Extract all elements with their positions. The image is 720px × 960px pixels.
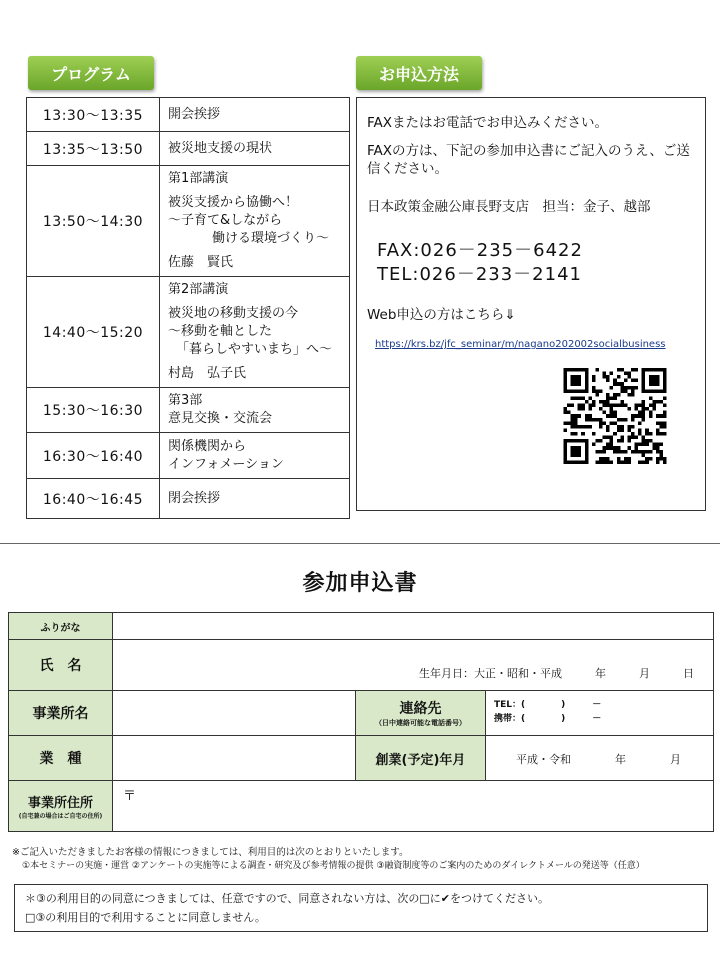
consent-instruction: ＊③の利用目的の同意につきましては、任意ですので、同意されない方は、次の□に✔をつけてください。 — [25, 892, 550, 905]
mobile-input[interactable]: 携帯：( ) － — [494, 714, 602, 724]
program-line: 〜子育て&しながら — [168, 213, 283, 228]
name-field[interactable] — [112, 639, 714, 691]
program-line: 第1部講演 — [168, 171, 229, 186]
program-line: 被災地の移動支援の今 — [168, 306, 299, 321]
program-time: 13:30〜13:35 — [27, 98, 160, 132]
fax-number: FAX:026－235－6422 — [377, 240, 583, 261]
web-apply-label: Web申込の方はこちら⇓ — [367, 307, 516, 323]
apply-method-tab: お申込方法 — [356, 56, 482, 90]
program-line: 被災支援から協働へ！ — [168, 195, 299, 210]
program-line: 閉会挨拶 — [168, 490, 221, 506]
program-description — [160, 433, 350, 479]
program-description — [160, 479, 350, 519]
program-line: 「暮らしやすいまち」へ〜 — [176, 342, 333, 357]
form-title: 参加申込書 — [302, 571, 418, 596]
apply-instruction: FAXまたはお電話でお申込みください。 — [367, 115, 609, 131]
program-description — [160, 277, 350, 388]
program-time: 16:40〜16:45 — [27, 479, 160, 519]
name-label: 氏 名 — [8, 639, 113, 691]
program-row — [27, 132, 350, 166]
program-description — [160, 98, 350, 132]
program-time: 16:30〜16:40 — [27, 433, 160, 479]
program-row — [27, 166, 350, 277]
tel-input[interactable]: TEL：( ) － — [494, 700, 602, 710]
furigana-field[interactable] — [112, 612, 714, 640]
apply-method-box — [356, 97, 706, 511]
program-line: 第3部 — [168, 393, 203, 408]
privacy-purposes: ①本セミナーの実施・運営 ②アンケートの実施等による調査・研究及び参考情報の提供 ③融資制度等のご案内のためのダイレクトメールの発送等（任意） — [22, 861, 645, 871]
address-field[interactable] — [112, 780, 714, 832]
program-line: インフォメーション — [168, 456, 284, 472]
program-time: 13:35〜13:50 — [27, 132, 160, 166]
founded-value: 平成・令和 年 月 — [516, 753, 681, 766]
consent-checkbox[interactable]: □③の利用目的で利用することに同意しません。 — [25, 911, 266, 924]
privacy-note: ※ご記入いただきましたお客様の情報につきましては、利用目的は次のとおりといたします。 — [12, 847, 409, 858]
tel-number: TEL:026－233－2141 — [377, 264, 582, 285]
program-tab: プログラム — [28, 56, 154, 90]
program-line: 〜移動を軸とした — [168, 324, 273, 339]
office-name-field[interactable] — [112, 690, 356, 736]
fax-instruction: FAXの方は、下記の参加申込書にご記入のうえ、ご送信ください。 — [367, 143, 690, 177]
contact-field[interactable] — [485, 690, 714, 736]
program-line: 第2部講演 — [168, 282, 229, 297]
furigana-label: ふりがな — [8, 612, 113, 640]
program-row — [27, 479, 350, 519]
program-line: 佐藤 賢氏 — [168, 255, 234, 270]
office-name-label: 事業所名 — [8, 690, 113, 736]
address-label: 事業所住所 (自宅兼の場合はご自宅の住所) — [8, 780, 113, 832]
program-row — [27, 277, 350, 388]
program-table — [26, 97, 350, 519]
program-time: 14:40〜15:20 — [27, 277, 160, 388]
program-description — [160, 132, 350, 166]
program-row — [27, 388, 350, 433]
contact-label: 連絡先 （日中連絡可能な電話番号） — [355, 690, 486, 736]
program-line: 開会挨拶 — [168, 106, 221, 122]
program-time: 15:30〜16:30 — [27, 388, 160, 433]
industry-field[interactable] — [112, 735, 356, 781]
founded-label: 創業(予定)年月 — [355, 735, 486, 781]
founded-field[interactable] — [485, 735, 714, 781]
program-line: 関係機関から — [168, 438, 247, 454]
industry-label: 業 種 — [8, 735, 113, 781]
program-row — [27, 98, 350, 132]
section-divider — [0, 543, 720, 544]
program-time: 13:50〜14:30 — [27, 166, 160, 277]
program-row — [27, 433, 350, 479]
program-line: 意見交換・交流会 — [168, 411, 273, 426]
web-apply-link[interactable]: https://krs.bz/jfc_seminar/m/nagano202002socialbusiness — [375, 339, 666, 350]
program-line: 被災地支援の現状 — [168, 140, 273, 156]
program-description — [160, 166, 350, 277]
contact-person: 日本政策金融公庫長野支店 担当：金子、越部 — [367, 199, 651, 215]
program-description — [160, 388, 350, 433]
program-line: 働ける環境づくり〜 — [212, 231, 330, 246]
program-line: 村島 弘子氏 — [168, 366, 247, 381]
qr-code-icon[interactable] — [563, 368, 667, 464]
birth-date-field[interactable]: 生年月日：大正・昭和・平成 年 月 日 — [419, 667, 694, 680]
postal-mark: 〒 — [123, 789, 137, 804]
consent-box — [14, 884, 708, 932]
